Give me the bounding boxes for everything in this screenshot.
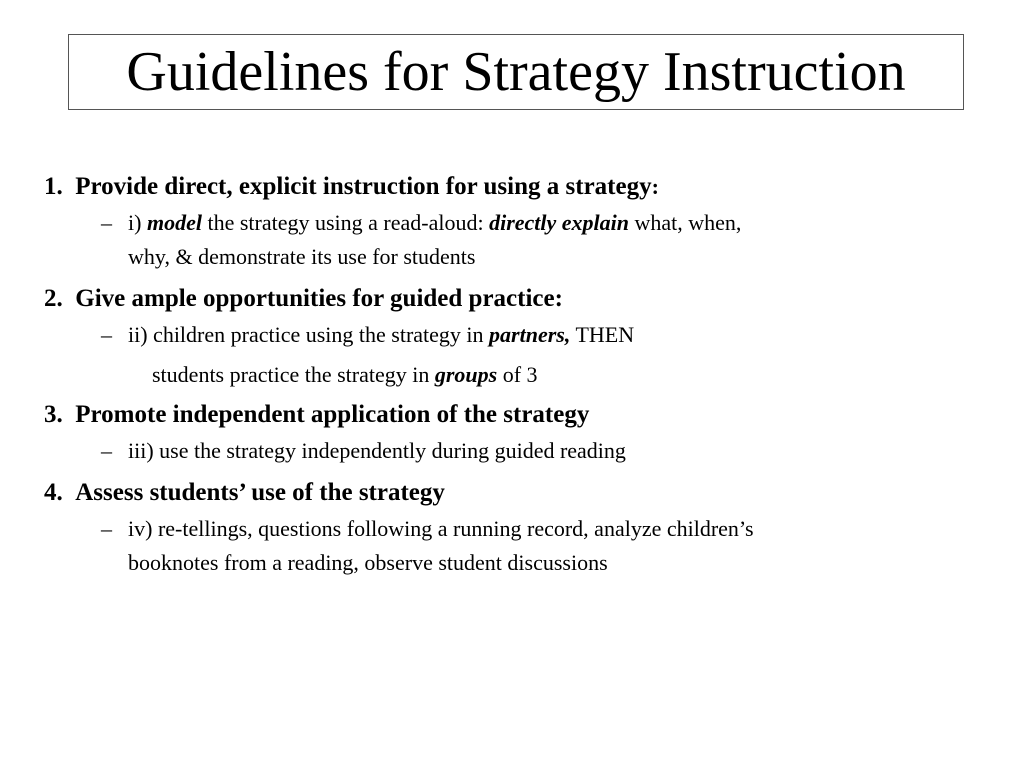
list-item-4 [44, 474, 984, 580]
sub-item-1-line-1 [128, 206, 978, 240]
item-heading-3 [44, 396, 984, 434]
item-heading-text-3: Promote independent application of the strategy [75, 401, 590, 428]
item-number-3: 3. [44, 401, 63, 428]
item-heading-text-2: Give ample opportunities for guided practice: [75, 285, 563, 312]
sub-item-1 [101, 206, 978, 274]
sub-item-2-line-1 [128, 318, 978, 352]
sub-item-2-line-2-text: students practice the strategy in [152, 362, 435, 387]
sub-item-2-emphasis-partners: partners, [489, 322, 571, 347]
sub-item-1-tail: what, when, [629, 210, 742, 235]
item-heading-text-4: Assess students’ use of the strategy [75, 479, 445, 506]
item-number-4: 4. [44, 479, 63, 506]
list-item-1 [44, 168, 984, 274]
slide-content [44, 168, 984, 580]
item-heading-suffix-1: : [651, 174, 659, 199]
sub-item-1-emphasis-model: model [146, 210, 202, 235]
sub-item-4-line-1: iv) re-tellings, questions following a running record, analyze children’s [128, 516, 754, 541]
item-heading-1 [44, 168, 984, 206]
dash-bullet-4: – [101, 516, 112, 541]
sub-item-2-emphasis-groups: groups [434, 362, 498, 387]
sub-item-3 [101, 434, 978, 468]
item-heading-text-1: Provide direct, explicit instruction for using a strategy [75, 173, 652, 200]
sub-item-2 [101, 318, 978, 392]
dash-bullet-1: – [101, 210, 112, 235]
sub-item-4-line-2: booknotes from a reading, observe student discussions [128, 550, 608, 575]
sub-item-1-prefix: i) [128, 210, 147, 235]
list-item-2 [44, 280, 984, 392]
item-number-2: 2. [44, 285, 63, 312]
item-heading-4 [44, 474, 984, 512]
sub-item-1-emphasis-explain: directly explain [489, 210, 630, 235]
sub-item-2-text: ii) children practice using the strategy in [128, 322, 490, 347]
dash-bullet-3: – [101, 438, 112, 463]
item-number-1: 1. [44, 173, 63, 200]
item-heading-2 [44, 280, 984, 318]
sub-item-2-line-2-tail: of 3 [497, 362, 538, 387]
list-item-3 [44, 396, 984, 468]
slide-title: Guidelines for Strategy Instruction [126, 41, 906, 103]
sub-item-2-line-2 [128, 358, 978, 392]
sub-item-4 [101, 512, 978, 580]
sub-item-1-line-2: why, & demonstrate its use for students [128, 244, 476, 269]
sub-item-2-then: THEN [570, 322, 635, 347]
dash-bullet-2: – [101, 322, 112, 347]
sub-item-3-text: iii) use the strategy independently during guided reading [128, 438, 626, 463]
title-box [68, 34, 964, 110]
sub-item-1-mid: the strategy using a read-aloud: [201, 210, 490, 235]
